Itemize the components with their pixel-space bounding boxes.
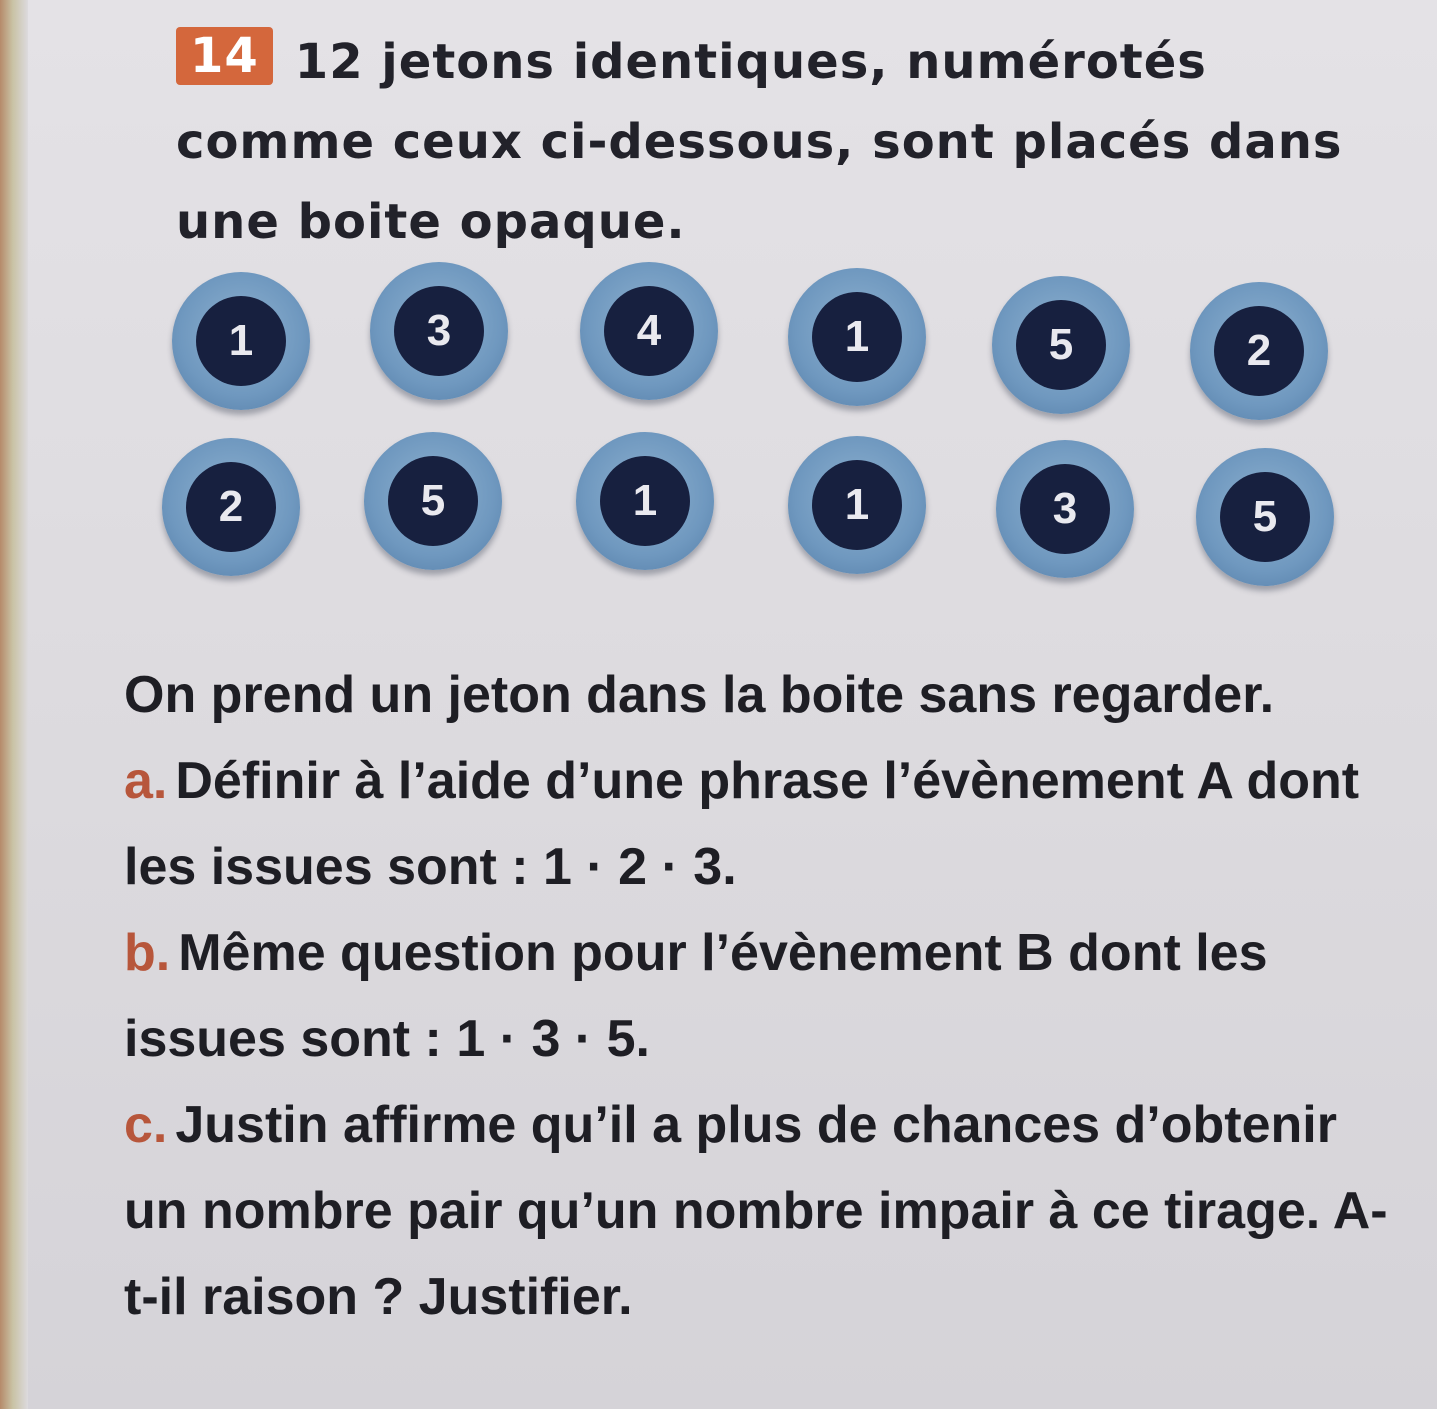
question-a: [124, 738, 1414, 910]
token-center: [186, 462, 276, 552]
statement-text: On prend un jeton dans la boite sans regarder.: [124, 666, 1275, 724]
token: [172, 272, 310, 410]
exercise-number-badge: 14: [176, 27, 273, 85]
token-center: [394, 286, 484, 376]
exercise-intro: [176, 22, 1356, 262]
token-number: 1: [844, 480, 870, 529]
token-center: [1020, 464, 1110, 554]
token-center: [388, 456, 478, 546]
token-number: 5: [420, 476, 446, 525]
token-grid: [160, 262, 1340, 592]
token: [580, 262, 718, 400]
token-center: [600, 456, 690, 546]
token: [992, 276, 1130, 414]
question-text: Même question pour l’évènement B dont les issues sont : 1 · 3 · 5.: [124, 924, 1268, 1068]
statement: [124, 652, 1414, 738]
token: [996, 440, 1134, 578]
token-number: 3: [426, 306, 452, 355]
token-number: 2: [1246, 326, 1272, 375]
question-text: Définir à l’aide d’une phrase l’évènement A dont les issues sont : 1 · 2 · 3.: [124, 752, 1360, 896]
question-text: Justin affirme qu’il a plus de chances d’obtenir un nombre pair qu’un nombre impair à ce tirage. A-t-il raison ? Justifier.: [124, 1096, 1388, 1326]
token-number: 3: [1052, 484, 1078, 533]
token-center: [1214, 306, 1304, 396]
exercise-body: [124, 652, 1414, 1340]
token-number: 1: [844, 312, 870, 361]
token-number: 4: [636, 306, 662, 355]
question-b: [124, 910, 1414, 1082]
token-number: 1: [228, 316, 254, 365]
token-center: [812, 460, 902, 550]
token: [576, 432, 714, 570]
token-number: 2: [218, 482, 244, 531]
token-number: 5: [1048, 320, 1074, 369]
token: [788, 268, 926, 406]
question-letter: a.: [124, 752, 168, 810]
intro-text: 12 jetons identiques, numérotés comme ceux ci-dessous, sont placés dans une boite opaque.: [176, 34, 1343, 250]
token-number: 1: [632, 476, 658, 525]
token: [1190, 282, 1328, 420]
question-c: [124, 1082, 1414, 1340]
token-center: [1220, 472, 1310, 562]
token: [370, 262, 508, 400]
token-center: [604, 286, 694, 376]
question-letter: c.: [124, 1096, 168, 1154]
token-center: [812, 292, 902, 382]
token-number: 5: [1252, 492, 1278, 541]
token-center: [1016, 300, 1106, 390]
question-letter: b.: [124, 924, 171, 982]
token: [364, 432, 502, 570]
token: [788, 436, 926, 574]
token: [1196, 448, 1334, 586]
token: [162, 438, 300, 576]
token-center: [196, 296, 286, 386]
